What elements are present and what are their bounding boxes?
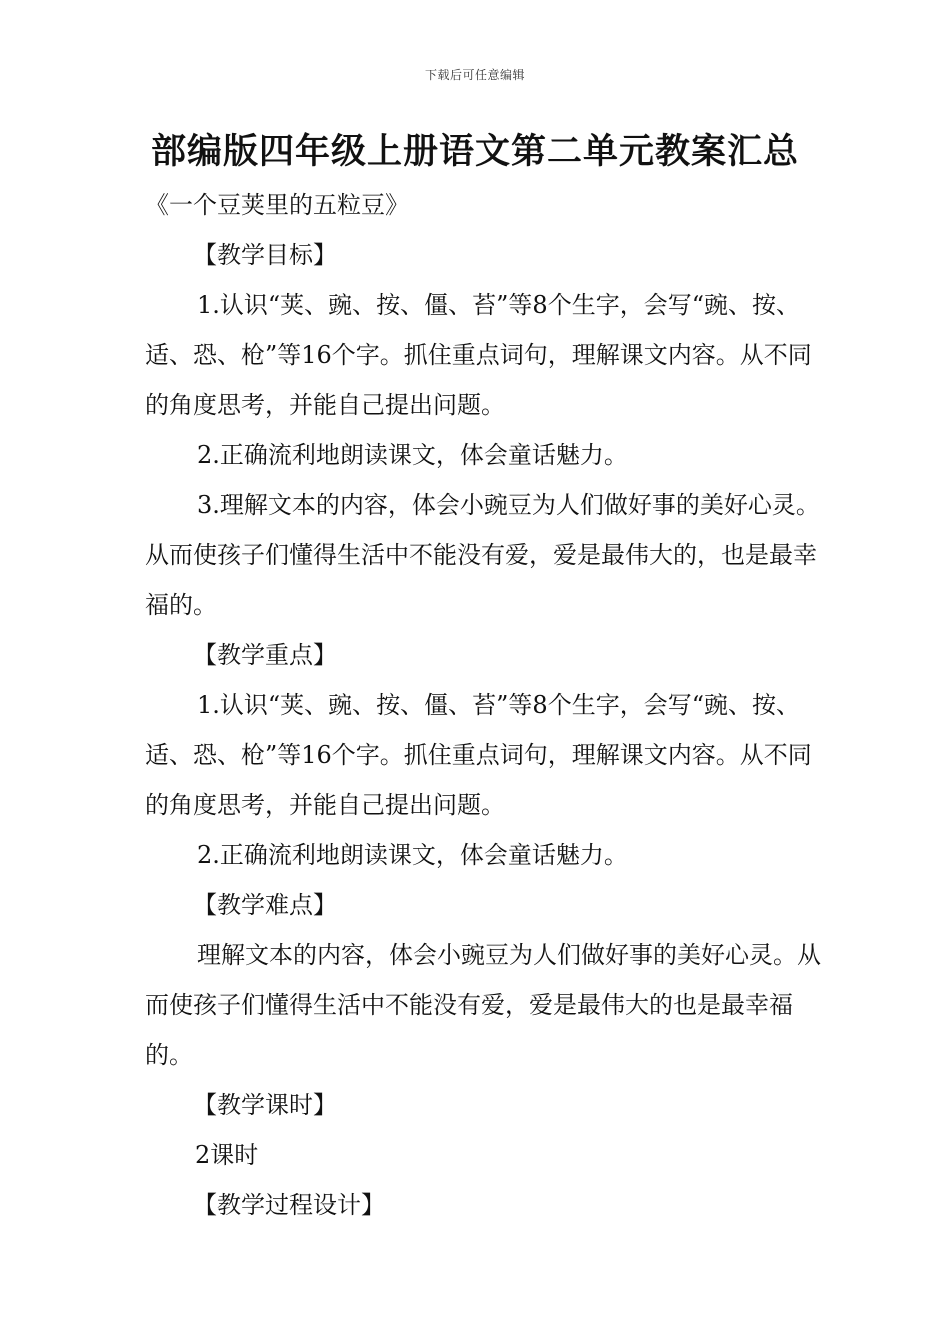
goal-item-3: 3.理解文本的内容，体会小豌豆为人们做好事的美好心灵。从而使孩子们懂得生活中不能没有爱，爱是最伟大的，也是最幸福的。 <box>145 491 820 619</box>
section-heading-process: 【教学过程设计】 <box>193 1191 385 1219</box>
goal-item-1: 1.认识“荚、豌、按、僵、苔”等8个生字，会写“豌、按、适、恐、枪”等16个字。抓住重点词句，理解课文内容。从不同的角度思考，并能自己提出问题。 <box>145 291 812 419</box>
section-heading-key-points: 【教学重点】 <box>193 641 337 669</box>
document-body <box>145 180 830 1230</box>
key-point-item-2: 2.正确流利地朗读课文，体会童话魅力。 <box>197 841 628 869</box>
key-point-item-1: 1.认识“荚、豌、按、僵、苔”等8个生字，会写“豌、按、适、恐、枪”等16个字。抓住重点词句，理解课文内容。从不同的角度思考，并能自己提出问题。 <box>145 691 812 819</box>
section-heading-difficulties: 【教学难点】 <box>193 891 337 919</box>
section-heading-goals: 【教学目标】 <box>193 241 337 269</box>
lesson-title: 《一个豆荚里的五粒豆》 <box>145 191 409 219</box>
section-heading-hours: 【教学课时】 <box>193 1091 337 1119</box>
goal-item-2: 2.正确流利地朗读课文，体会童话魅力。 <box>197 441 628 469</box>
hours-text: 2课时 <box>195 1141 259 1169</box>
document-title: 部编版四年级上册语文第二单元教案汇总 <box>150 132 799 172</box>
header-note: 下载后可任意编辑 <box>424 68 525 82</box>
difficulty-text: 理解文本的内容，体会小豌豆为人们做好事的美好心灵。从而使孩子们懂得生活中不能没有爱，爱是最伟大的也是最幸福的。 <box>145 941 821 1069</box>
